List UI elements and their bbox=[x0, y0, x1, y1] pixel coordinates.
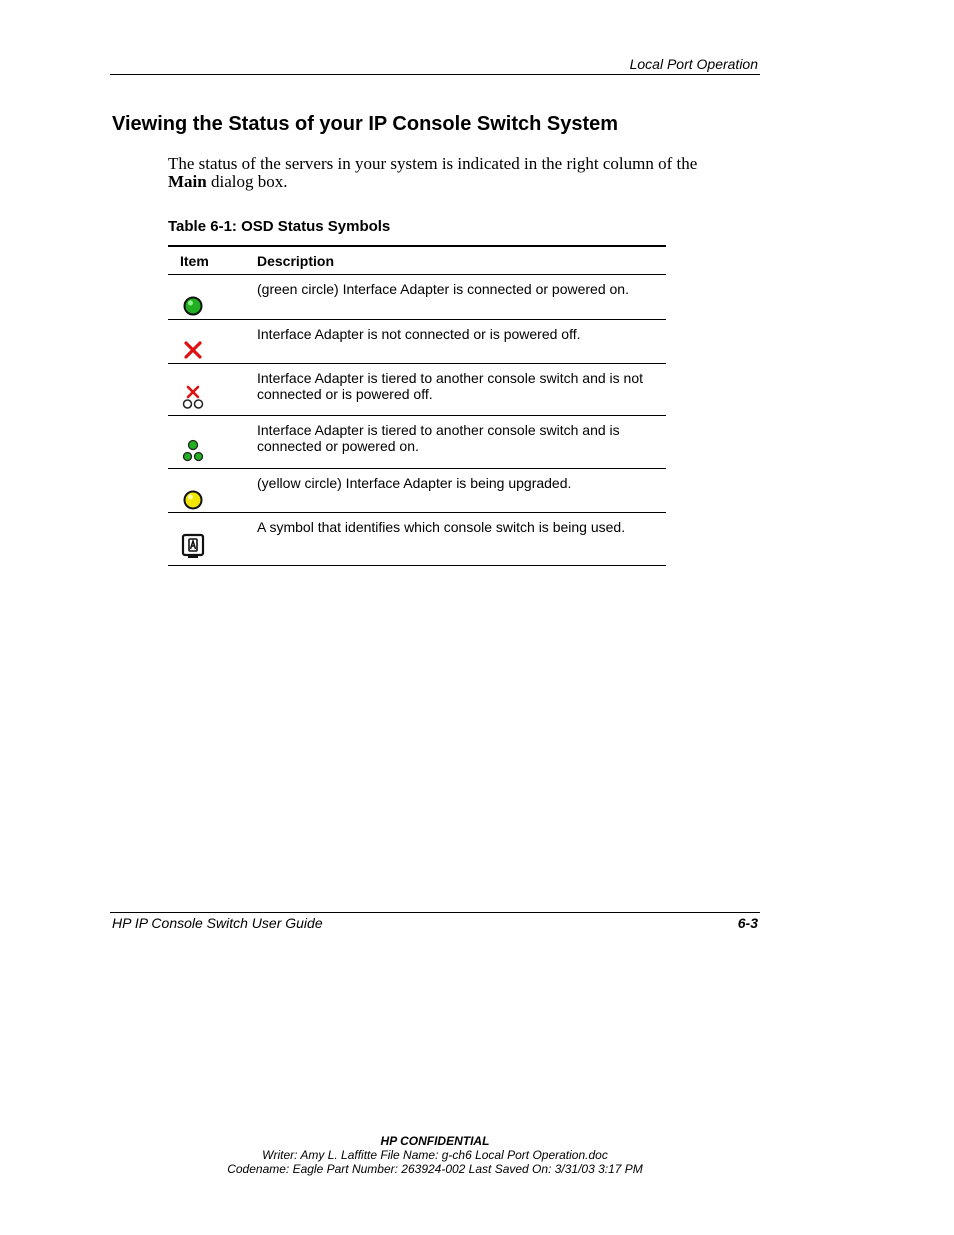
footer-rule bbox=[110, 912, 760, 913]
table-header-row bbox=[168, 247, 666, 275]
row-description: Interface Adapter is tiered to another console switch and is connected or powered on. bbox=[257, 422, 620, 454]
row-description: (green circle) Interface Adapter is connected or powered on. bbox=[257, 281, 629, 297]
main-dialog-name: Main bbox=[168, 172, 207, 191]
red-x-icon bbox=[180, 337, 206, 363]
intro-paragraph bbox=[168, 155, 728, 191]
tiered-green-icon bbox=[180, 438, 206, 464]
tiered-red-x-icon bbox=[180, 384, 206, 410]
table-row bbox=[168, 513, 666, 566]
intro-text-start: The status of the servers in your system is indicated in the right column of the bbox=[168, 154, 698, 173]
row-description: Interface Adapter is tiered to another console switch and is not connected or is powered off. bbox=[257, 370, 644, 402]
table-row bbox=[168, 364, 666, 416]
monitor-a-icon bbox=[180, 533, 206, 559]
section-heading: Viewing the Status of your IP Console Switch System bbox=[112, 113, 619, 135]
description-column-header: Description bbox=[257, 253, 335, 269]
item-column-header: Item bbox=[180, 253, 209, 269]
table-row bbox=[168, 416, 666, 469]
status-symbols-table bbox=[168, 245, 666, 566]
table-row bbox=[168, 320, 666, 364]
green-circle-icon bbox=[180, 293, 206, 319]
table-row bbox=[168, 275, 666, 320]
footer-guide-title: HP IP Console Switch User Guide bbox=[112, 915, 323, 931]
running-header-title: Local Port Operation bbox=[629, 56, 758, 72]
running-header bbox=[110, 56, 760, 75]
codename-line: Codename: Eagle Part Number: 263924-002 Last Saved On: 3/31/03 3:17 PM bbox=[227, 1162, 643, 1176]
confidential-block bbox=[0, 1134, 870, 1176]
yellow-circle-icon bbox=[180, 487, 206, 513]
row-description: (yellow circle) Interface Adapter is being upgraded. bbox=[257, 475, 572, 491]
intro-text-end: dialog box. bbox=[206, 172, 288, 191]
page-number: 6-3 bbox=[737, 915, 758, 931]
table-caption: Table 6-1: OSD Status Symbols bbox=[168, 218, 391, 235]
table-row bbox=[168, 469, 666, 513]
confidential-title: HP CONFIDENTIAL bbox=[380, 1134, 490, 1148]
row-description: A symbol that identifies which console switch is being used. bbox=[257, 519, 626, 535]
writer-line: Writer: Amy L. Laffitte File Name: g-ch6 Local Port Operation.doc bbox=[262, 1148, 608, 1162]
row-description: Interface Adapter is not connected or is powered off. bbox=[257, 326, 581, 342]
